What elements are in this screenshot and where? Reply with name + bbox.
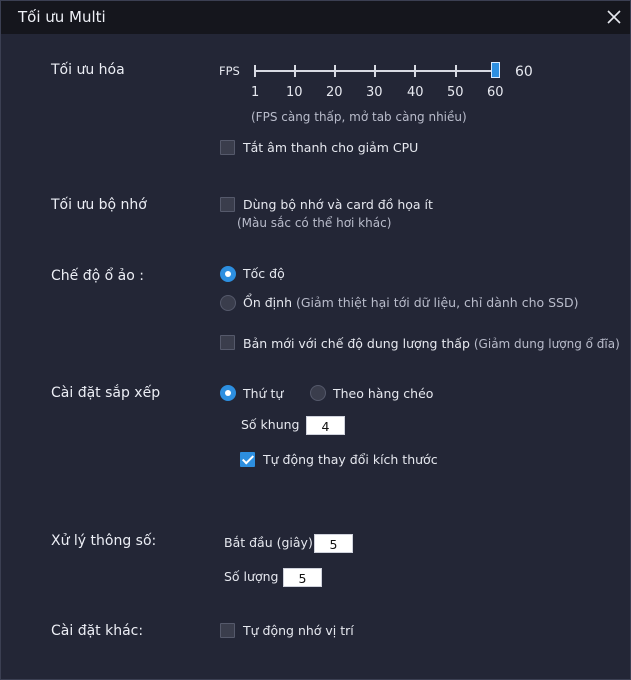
fps-tick-label: 50 [447, 85, 464, 100]
remember-position-label[interactable]: Tự động nhớ vị trí [243, 623, 354, 638]
fps-slider-thumb[interactable] [491, 62, 500, 78]
mute-label[interactable]: Tắt âm thanh cho giảm CPU [243, 140, 419, 155]
speed-label[interactable]: Tốc độ [243, 266, 285, 281]
stable-label: Ổn định [243, 295, 292, 310]
params-label: Xử lý thông số: [51, 533, 157, 549]
fps-tick [455, 65, 457, 77]
fps-tick-label: 10 [286, 85, 303, 100]
mute-checkbox[interactable] [220, 140, 235, 155]
stable-radio[interactable] [220, 295, 236, 311]
fps-tick-label: 30 [366, 85, 383, 100]
fps-label: FPS [219, 64, 240, 78]
title-bar [1, 1, 630, 34]
stable-option[interactable] [243, 295, 579, 310]
autosize-label[interactable]: Tự động thay đổi kích thước [263, 452, 438, 467]
diagonal-radio[interactable] [310, 385, 326, 401]
fps-tick-label: 60 [487, 85, 504, 100]
dialog-title: Tối ưu Multi [18, 8, 106, 26]
count-input[interactable]: 5 [283, 568, 322, 587]
start-label: Bắt đầu (giây) [224, 535, 313, 550]
stable-hint: (Giảm thiệt hại tới dữ liệu, chỉ dành cho SSD) [295, 295, 579, 310]
start-input[interactable]: 5 [314, 534, 353, 553]
fps-tick [414, 65, 416, 77]
speed-radio[interactable] [220, 266, 236, 282]
low-capacity-label: Bản mới với chế độ dung lượng thấp [243, 336, 470, 351]
fps-tick [374, 65, 376, 77]
low-capacity-option[interactable] [243, 336, 620, 351]
fps-value: 60 [515, 64, 533, 80]
low-memory-label[interactable]: Dùng bộ nhớ và card đồ họa ít [243, 197, 433, 212]
order-label[interactable]: Thứ tự [243, 386, 284, 401]
frames-input[interactable]: 4 [306, 416, 345, 435]
fps-tick-label: 20 [326, 85, 343, 100]
optimize-label: Tối ưu hóa [51, 62, 125, 78]
fps-tick [254, 65, 256, 77]
other-label: Cài đặt khác: [51, 623, 144, 639]
low-memory-checkbox[interactable] [220, 197, 235, 212]
low-capacity-checkbox[interactable] [220, 335, 235, 350]
count-label: Số lượng [224, 569, 279, 584]
fps-tick-label: 40 [407, 85, 424, 100]
fps-tick-label: 1 [251, 85, 260, 100]
close-icon[interactable] [604, 7, 624, 27]
low-memory-hint: (Màu sắc có thể hơi khác) [237, 216, 392, 230]
fps-slider-track[interactable] [255, 70, 497, 72]
autosize-checkbox[interactable] [240, 452, 255, 467]
frames-label: Số khung [241, 417, 300, 432]
fps-tick [294, 65, 296, 77]
low-capacity-hint: (Giảm dung lượng ổ đĩa) [473, 337, 620, 351]
arrange-label: Cài đặt sắp xếp [51, 385, 161, 401]
fps-tick [334, 65, 336, 77]
disk-mode-label: Chế độ ổ ảo : [51, 268, 144, 284]
memory-label: Tối ưu bộ nhớ [51, 197, 147, 213]
remember-position-checkbox[interactable] [220, 623, 235, 638]
diagonal-label[interactable]: Theo hàng chéo [333, 386, 434, 401]
fps-hint: (FPS càng thấp, mở tab càng nhiều) [251, 110, 467, 124]
order-radio[interactable] [220, 385, 236, 401]
